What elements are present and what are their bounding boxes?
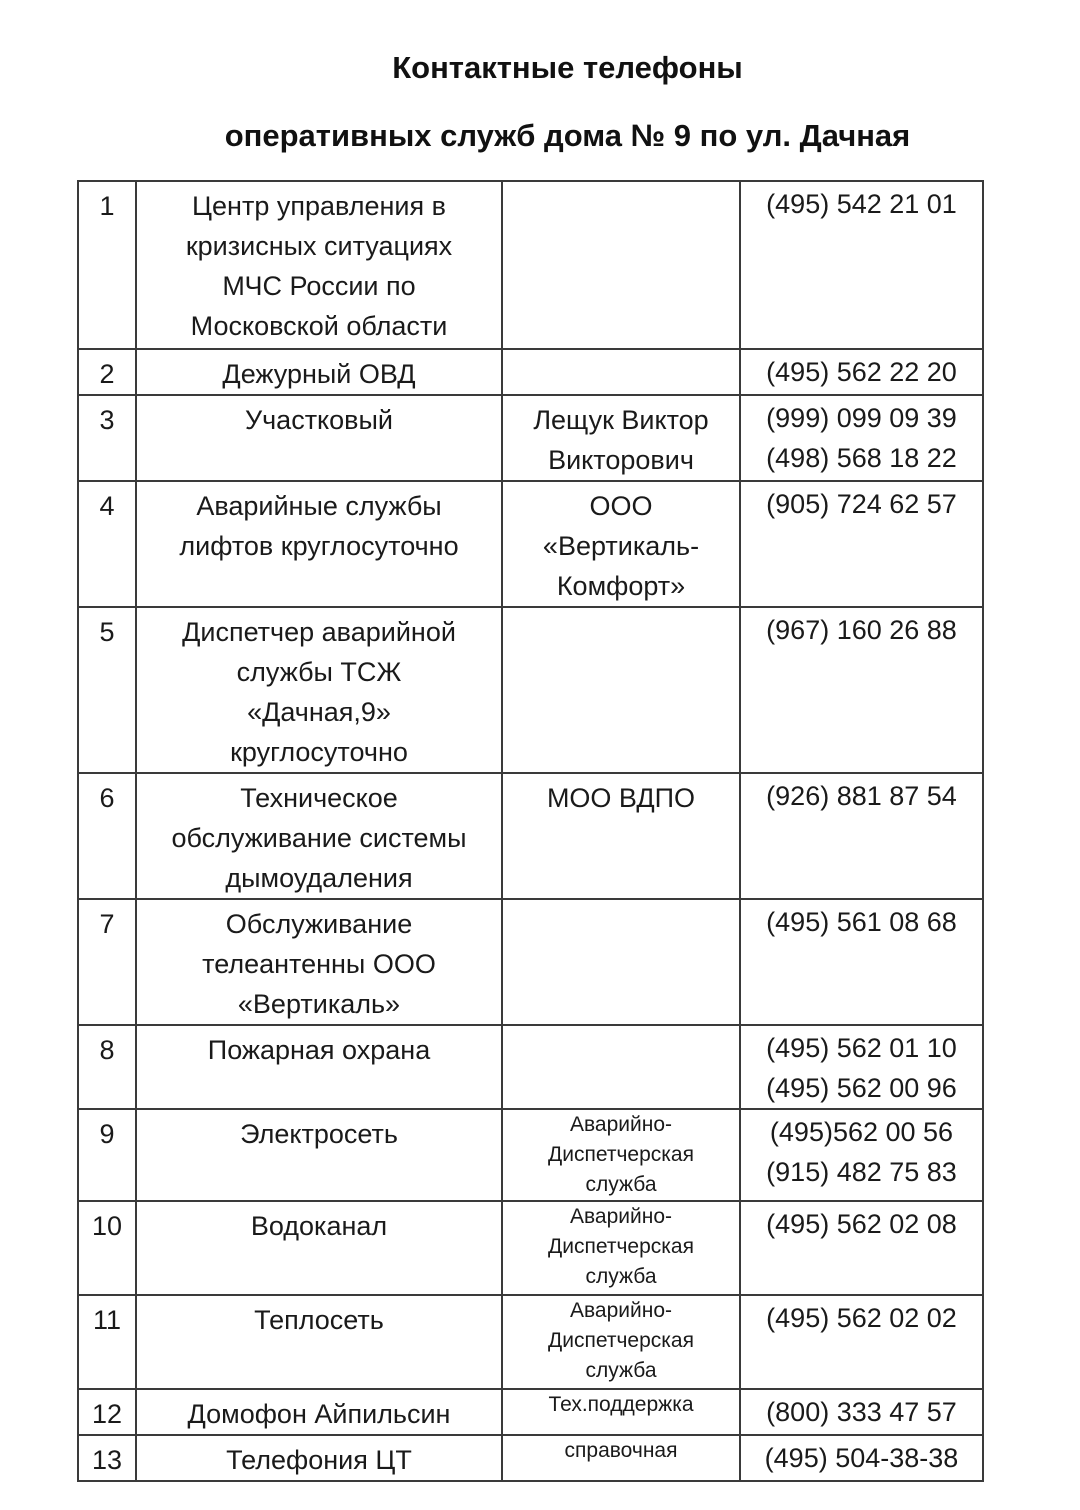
phone-number: (495) 561 08 68	[766, 907, 957, 937]
phone-numbers	[740, 1389, 983, 1435]
table-row	[78, 773, 983, 899]
organization-line: Аварийно-	[569, 1299, 673, 1322]
phone-number: (905) 724 62 57	[766, 489, 957, 519]
service-name-line: круглосуточно	[230, 737, 408, 767]
organization	[502, 1109, 740, 1201]
organization	[502, 1389, 740, 1435]
service-name-line: телеантенны ООО	[202, 949, 436, 979]
phone-number: (926) 881 87 54	[766, 781, 957, 811]
organization-line: справочная	[564, 1439, 678, 1462]
table-row	[78, 349, 983, 395]
table-row	[78, 395, 983, 481]
row-number: 8	[78, 1025, 136, 1109]
page-subtitle: оперативных служб дома № 9 по ул. Дачная	[224, 118, 911, 153]
service-name-line: Теплосеть	[254, 1305, 384, 1335]
organization-line: Диспетчерская	[548, 1143, 694, 1166]
table-row	[78, 1389, 983, 1435]
service-name	[136, 773, 502, 899]
organization	[502, 181, 740, 349]
service-name	[136, 395, 502, 481]
phone-numbers	[740, 607, 983, 773]
table-row	[78, 181, 983, 349]
table-row	[78, 1295, 983, 1389]
phone-numbers	[740, 773, 983, 899]
phone-numbers	[740, 349, 983, 395]
table-row	[78, 1435, 983, 1481]
organization-line: «Вертикаль-	[542, 531, 700, 561]
service-name-line: Электросеть	[240, 1119, 398, 1149]
organization-line: Аварийно-	[569, 1205, 673, 1228]
phone-number: (495) 562 00 96	[766, 1073, 957, 1103]
service-name-line: Обслуживание	[225, 909, 413, 939]
phone-numbers	[740, 395, 983, 481]
contacts-table	[77, 180, 984, 1482]
phone-numbers	[740, 1295, 983, 1389]
organization	[502, 1295, 740, 1389]
phone-numbers	[740, 181, 983, 349]
organization-line: Аварийно-	[569, 1113, 673, 1136]
row-number: 13	[78, 1435, 136, 1481]
service-name	[136, 1109, 502, 1201]
phone-number: (999) 099 09 39	[766, 403, 957, 433]
service-name	[136, 481, 502, 607]
service-name	[136, 1389, 502, 1435]
service-name	[136, 1201, 502, 1295]
organization	[502, 607, 740, 773]
row-number: 5	[78, 607, 136, 773]
service-name-line: лифтов круглосуточно	[179, 531, 459, 561]
service-name-line: Техническое	[240, 783, 398, 813]
phone-numbers	[740, 1025, 983, 1109]
organization-line: служба	[585, 1173, 657, 1196]
table-row	[78, 1109, 983, 1201]
organization-line: Диспетчерская	[548, 1235, 694, 1258]
contacts-table-body	[78, 181, 983, 1481]
phone-numbers	[740, 1201, 983, 1295]
service-name-line: Участковый	[244, 405, 394, 435]
row-number: 2	[78, 349, 136, 395]
service-name-line: Дежурный ОВД	[222, 359, 416, 389]
service-name-line: Московской области	[190, 311, 448, 341]
service-name-line: обслуживание системы	[171, 823, 467, 853]
phone-number: (495) 562 02 02	[766, 1303, 957, 1333]
organization-line: Диспетчерская	[548, 1329, 694, 1352]
organization	[502, 773, 740, 899]
phone-number: (495)562 00 56	[769, 1117, 954, 1147]
service-name-line: Диспетчер аварийной	[182, 617, 456, 647]
phone-numbers	[740, 1109, 983, 1201]
service-name-line: Водоканал	[250, 1211, 388, 1241]
table-row	[78, 607, 983, 773]
phone-number: (495) 562 22 20	[766, 357, 957, 387]
organization-line: Лещук Виктор	[533, 405, 709, 435]
service-name-line: Центр управления в	[192, 191, 446, 221]
organization-line: служба	[585, 1359, 657, 1382]
page-title: Контактные телефоны	[392, 50, 743, 85]
service-name	[136, 1025, 502, 1109]
organization	[502, 1435, 740, 1481]
row-number: 6	[78, 773, 136, 899]
service-name-line: «Дачная,9»	[247, 697, 391, 727]
service-name-line: Домофон Айпильсин	[187, 1399, 451, 1429]
row-number: 4	[78, 481, 136, 607]
phone-number: (915) 482 75 83	[766, 1157, 957, 1187]
phone-number: (495) 562 01 10	[766, 1033, 957, 1063]
service-name	[136, 899, 502, 1025]
service-name-line: дымоудаления	[225, 863, 413, 893]
service-name-line: МЧС России по	[222, 271, 416, 301]
phone-number: (495) 542 21 01	[766, 189, 957, 219]
phone-numbers	[740, 481, 983, 607]
organization-line: ООО	[589, 491, 653, 521]
organization-line: служба	[585, 1265, 657, 1288]
table-row	[78, 1025, 983, 1109]
service-name-line: Аварийные службы	[196, 491, 442, 521]
row-number: 11	[78, 1295, 136, 1389]
service-name-line: Телефония ЦТ	[226, 1445, 412, 1475]
table-row	[78, 1201, 983, 1295]
organization	[502, 899, 740, 1025]
phone-number: (967) 160 26 88	[766, 615, 957, 645]
phone-number: (498) 568 18 22	[766, 443, 957, 473]
service-name	[136, 607, 502, 773]
phone-numbers	[740, 1435, 983, 1481]
row-number: 3	[78, 395, 136, 481]
organization	[502, 1201, 740, 1295]
phone-number: (800) 333 47 57	[766, 1397, 957, 1427]
organization	[502, 481, 740, 607]
table-row	[78, 481, 983, 607]
service-name-line: службы ТСЖ	[236, 657, 402, 687]
phone-numbers	[740, 899, 983, 1025]
organization	[502, 1025, 740, 1109]
table-row	[78, 899, 983, 1025]
phone-number: (495) 504-38-38	[764, 1443, 959, 1473]
service-name-line: Пожарная охрана	[207, 1035, 431, 1065]
row-number: 10	[78, 1201, 136, 1295]
service-name	[136, 1435, 502, 1481]
row-number: 12	[78, 1389, 136, 1435]
row-number: 9	[78, 1109, 136, 1201]
organization-line: Тех.поддержка	[548, 1393, 694, 1416]
organization-line: Викторович	[548, 445, 694, 475]
service-name-line: кризисных ситуациях	[185, 231, 453, 261]
service-name	[136, 349, 502, 395]
service-name	[136, 181, 502, 349]
organization-line: Комфорт»	[556, 571, 686, 601]
organization	[502, 395, 740, 481]
organization	[502, 349, 740, 395]
row-number: 7	[78, 899, 136, 1025]
phone-number: (495) 562 02 08	[766, 1209, 957, 1239]
organization-line: МОО ВДПО	[546, 783, 696, 813]
row-number: 1	[78, 181, 136, 349]
service-name	[136, 1295, 502, 1389]
service-name-line: «Вертикаль»	[237, 989, 401, 1019]
